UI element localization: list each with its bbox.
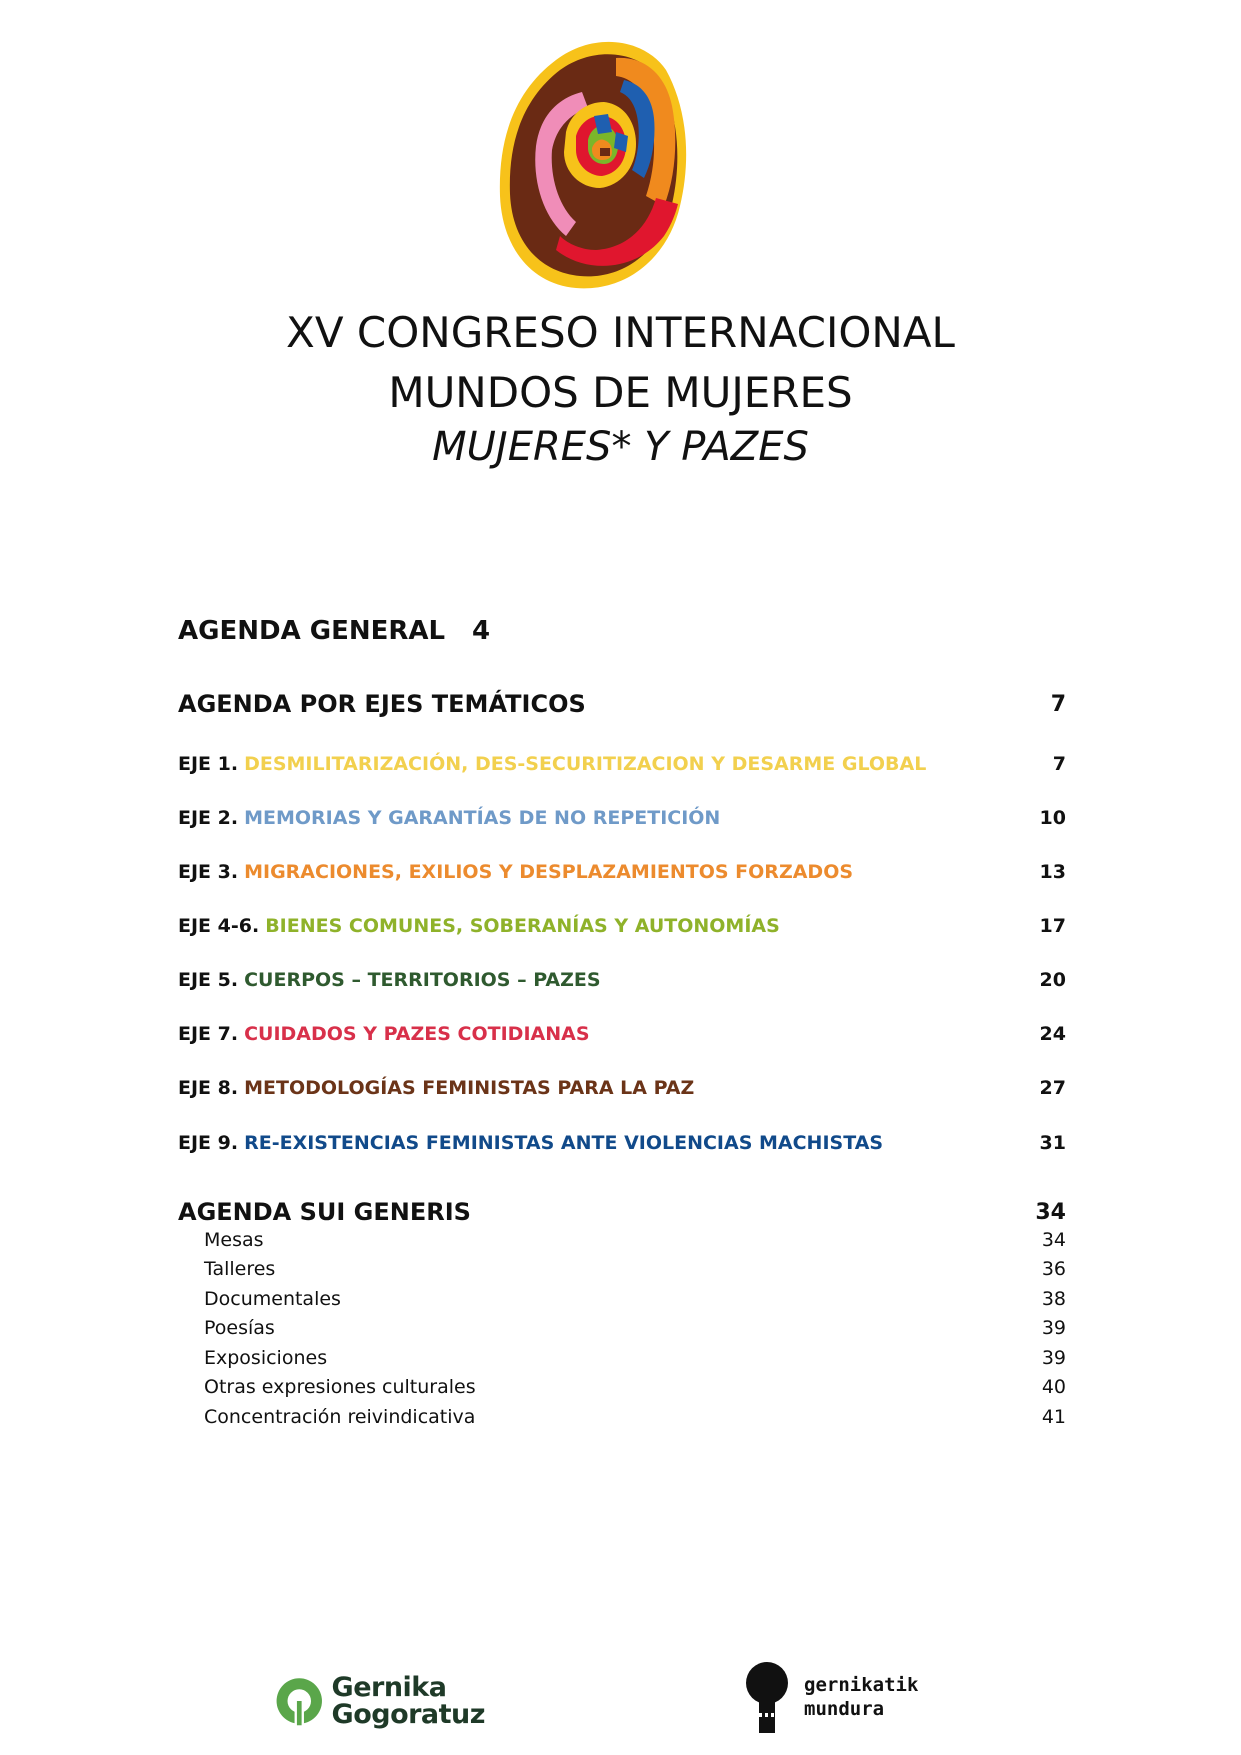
- eje-title: BIENES COMUNES, SOBERANÍAS Y AUTONOMÍAS: [265, 915, 780, 937]
- eje-prefix: EJE 5.: [178, 969, 239, 991]
- toc-sui-talleres[interactable]: [178, 1255, 1066, 1283]
- toc-eje-5[interactable]: [178, 964, 1066, 996]
- toc-eje-2[interactable]: [178, 802, 1066, 834]
- eje-prefix: EJE 1.: [178, 753, 239, 775]
- gernika-gogoratuz-wordmark: [332, 1674, 485, 1728]
- toc-eje-1[interactable]: [178, 748, 1066, 780]
- sui-item-page: 38: [1041, 1288, 1066, 1310]
- eje-title: METODOLOGÍAS FEMINISTAS PARA LA PAZ: [244, 1077, 695, 1099]
- toc-agenda-sui-generis[interactable]: [178, 1196, 1066, 1228]
- toc-agenda-sui-label: AGENDA SUI GENERIS: [178, 1198, 471, 1226]
- sui-item-label: Mesas: [204, 1229, 264, 1251]
- congress-subtitle: MUJERES* Y PAZES: [432, 424, 809, 470]
- toc-eje-4-6[interactable]: [178, 910, 1066, 942]
- toc-sui-poesias[interactable]: [178, 1314, 1066, 1342]
- gernikatik-mundura-mark-icon: [744, 1661, 790, 1735]
- eje-page: 17: [1039, 915, 1066, 937]
- gogoratuz-word: Gogoratuz: [331, 1699, 485, 1730]
- toc-sui-otras-expresiones[interactable]: [178, 1373, 1066, 1401]
- mundura-word: mundura: [804, 1698, 885, 1720]
- sui-item-label: Otras expresiones culturales: [204, 1376, 476, 1398]
- eje-title: CUIDADOS Y PAZES COTIDIANAS: [244, 1023, 590, 1045]
- eje-title: RE-EXISTENCIAS FEMINISTAS ANTE VIOLENCIAS MACHISTAS: [244, 1132, 884, 1154]
- eje-prefix: EJE 8.: [178, 1077, 239, 1099]
- toc-agenda-sui-page: 34: [1035, 1199, 1066, 1225]
- toc-sui-documentales[interactable]: [178, 1285, 1066, 1313]
- eje-title: CUERPOS – TERRITORIOS – PAZES: [244, 969, 601, 991]
- eje-page: 10: [1039, 807, 1066, 829]
- gernikatik-mundura-wordmark: [804, 1674, 918, 1722]
- eje-page: 7: [1052, 753, 1066, 775]
- sui-item-label: Concentración reivindicativa: [204, 1406, 476, 1428]
- toc-agenda-ejes[interactable]: [178, 688, 1066, 720]
- gernikatik-word: gernikatik: [804, 1674, 919, 1697]
- toc-eje-9[interactable]: [178, 1127, 1066, 1159]
- toc-agenda-ejes-page: 7: [1050, 691, 1066, 717]
- sui-item-page: 41: [1041, 1406, 1066, 1428]
- eje-prefix: EJE 4-6.: [178, 915, 260, 937]
- sui-item-label: Talleres: [204, 1258, 276, 1280]
- toc-eje-7[interactable]: [178, 1018, 1066, 1050]
- eje-title: DESMILITARIZACIÓN, DES-SECURITIZACION Y DESARME GLOBAL: [244, 753, 927, 775]
- sui-item-page: 39: [1041, 1317, 1066, 1339]
- sui-item-page: 40: [1041, 1376, 1066, 1398]
- congress-title-line1: XV CONGRESO INTERNACIONAL: [286, 308, 955, 357]
- eje-page: 24: [1039, 1023, 1066, 1045]
- eje-prefix: EJE 7.: [178, 1023, 239, 1045]
- eje-prefix: EJE 2.: [178, 807, 239, 829]
- toc-sui-concentracion[interactable]: [178, 1403, 1066, 1431]
- gernika-gogoratuz-logo: [275, 1668, 485, 1734]
- congress-logo: [496, 36, 730, 294]
- toc-sui-exposiciones[interactable]: [178, 1344, 1066, 1372]
- toc-agenda-ejes-label: AGENDA POR EJES TEMÁTICOS: [178, 690, 586, 718]
- gernika-gogoratuz-mark-icon: [275, 1670, 324, 1732]
- sui-item-page: 39: [1041, 1347, 1066, 1369]
- eje-prefix: EJE 3.: [178, 861, 239, 883]
- toc-eje-3[interactable]: [178, 856, 1066, 888]
- toc-agenda-general-label[interactable]: AGENDA GENERAL: [178, 616, 446, 646]
- gernika-word: Gernika: [331, 1672, 447, 1703]
- toc-eje-8[interactable]: [178, 1072, 1066, 1104]
- gernikatik-mundura-logo: [744, 1660, 924, 1736]
- eje-page: 27: [1039, 1077, 1066, 1099]
- sui-item-page: 36: [1041, 1258, 1066, 1280]
- eje-title: MIGRACIONES, EXILIOS Y DESPLAZAMIENTOS FORZADOS: [244, 861, 854, 883]
- sui-item-label: Poesías: [204, 1317, 275, 1339]
- eje-page: 31: [1039, 1132, 1066, 1154]
- toc-sui-mesas[interactable]: [178, 1226, 1066, 1254]
- congress-title-line2: MUNDOS DE MUJERES: [388, 368, 853, 417]
- eje-page: 20: [1039, 969, 1066, 991]
- sui-item-label: Documentales: [204, 1288, 341, 1310]
- sui-item-page: 34: [1041, 1229, 1066, 1251]
- eje-page: 13: [1039, 861, 1066, 883]
- toc-agenda-general-page: 4: [472, 616, 491, 646]
- eje-title: MEMORIAS Y GARANTÍAS DE NO REPETICIÓN: [244, 807, 721, 829]
- sui-item-label: Exposiciones: [204, 1347, 328, 1369]
- eje-prefix: EJE 9.: [178, 1132, 239, 1154]
